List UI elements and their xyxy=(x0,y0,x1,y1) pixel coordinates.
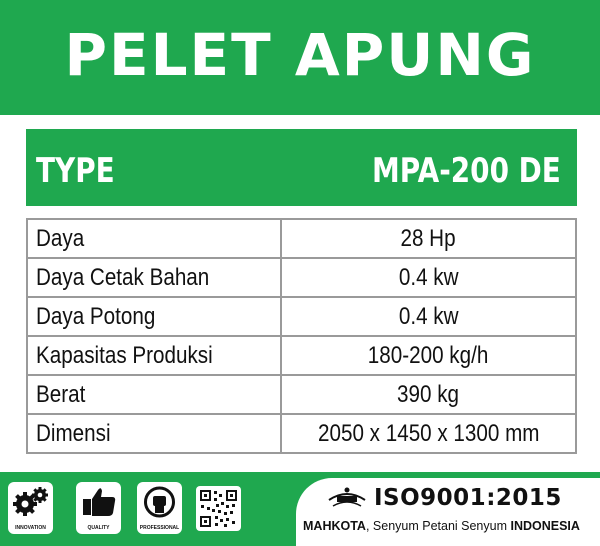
title-banner xyxy=(0,0,600,115)
spec-name-cell xyxy=(27,375,281,414)
qr-code-icon xyxy=(196,486,241,531)
table-row xyxy=(27,219,576,258)
spec-value-cell xyxy=(281,258,576,297)
spec-name-cell xyxy=(27,297,281,336)
badge-label: INNOVATION xyxy=(15,525,46,531)
spec-value: 0.4 kw xyxy=(398,263,459,291)
table-row xyxy=(27,336,576,375)
badge-label: PROFESSIONAL xyxy=(139,525,180,531)
qr-code xyxy=(196,486,241,531)
type-value: MPA-200 DE xyxy=(372,151,561,191)
table-row xyxy=(27,375,576,414)
spec-table xyxy=(26,218,577,454)
spec-name-cell xyxy=(27,414,281,453)
spec-value-cell xyxy=(281,297,576,336)
tagline-middle: , Senyum Petani Senyum xyxy=(365,519,511,533)
professional-badge xyxy=(137,482,182,534)
spec-value: 180-200 kg/h xyxy=(368,341,489,369)
spec-value: 390 kg xyxy=(397,380,460,408)
spec-name: Daya Cetak Bahan xyxy=(36,263,210,291)
innovation-badge xyxy=(8,482,53,534)
spec-name: Dimensi xyxy=(36,419,111,447)
spec-name-cell xyxy=(27,258,281,297)
spec-name: Kapasitas Produksi xyxy=(36,341,213,369)
spec-name: Daya xyxy=(36,224,85,252)
spec-value-cell xyxy=(281,336,576,375)
type-label: TYPE xyxy=(36,151,115,191)
spec-name-cell xyxy=(27,219,281,258)
spec-value: 28 Hp xyxy=(400,224,457,252)
tagline xyxy=(303,519,580,533)
gears-icon xyxy=(8,482,53,520)
table-row xyxy=(27,297,576,336)
best-product-seal-icon xyxy=(327,484,367,512)
spec-value-cell xyxy=(281,375,576,414)
table-row xyxy=(27,414,576,453)
iso-certification: ISO9001:2015 xyxy=(374,485,562,511)
spec-value: 2050 x 1450 x 1300 mm xyxy=(317,419,540,447)
page-title: PELET APUNG xyxy=(64,20,536,89)
spec-name: Berat xyxy=(36,380,86,408)
thumbs-up-icon xyxy=(76,482,121,520)
fist-icon xyxy=(137,482,182,520)
tagline-brand: MAHKOTA xyxy=(303,519,366,533)
type-banner xyxy=(26,129,577,206)
table-row xyxy=(27,258,576,297)
spec-name-cell xyxy=(27,336,281,375)
spec-value: 0.4 kw xyxy=(398,302,459,330)
spec-value-cell xyxy=(281,219,576,258)
quality-badge xyxy=(76,482,121,534)
tagline-country: INDONESIA xyxy=(510,519,580,533)
spec-name: Daya Potong xyxy=(36,302,156,330)
badge-label: QUALITY xyxy=(87,525,110,531)
spec-value-cell xyxy=(281,414,576,453)
